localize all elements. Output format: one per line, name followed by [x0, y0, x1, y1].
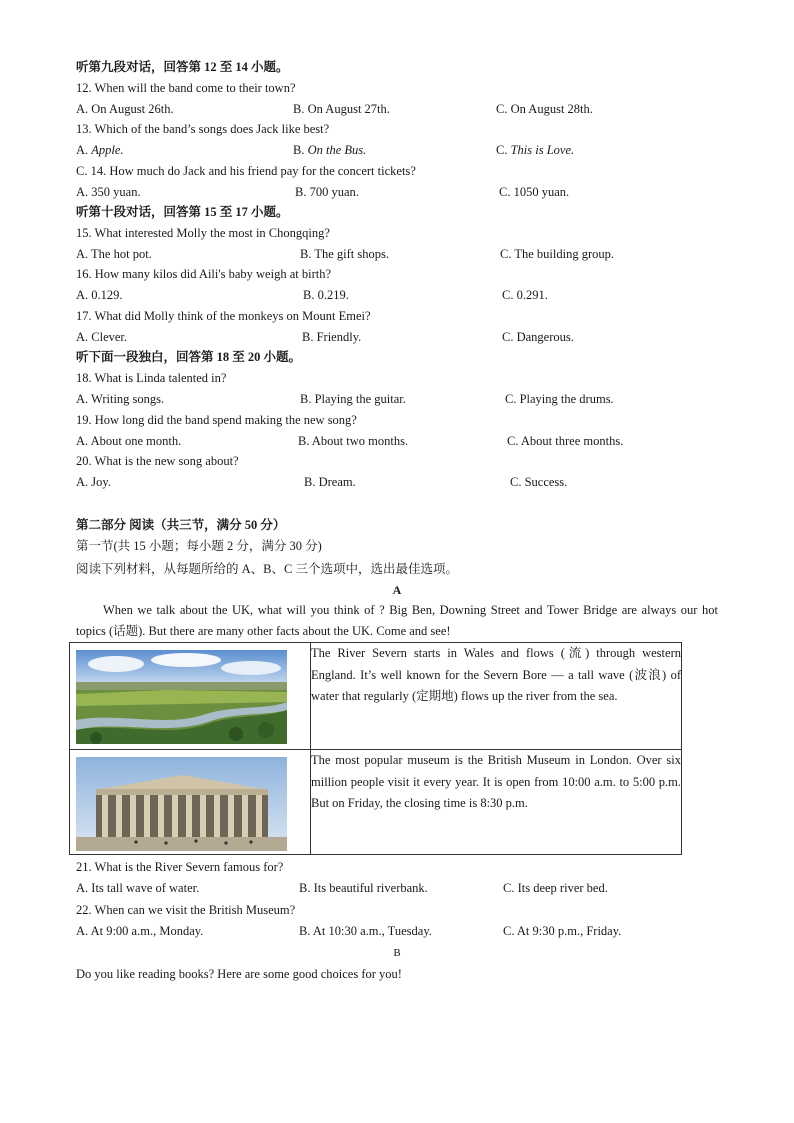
q15-option-c: C. The building group. — [500, 247, 615, 261]
section-9-header: 听第九段对话，回答第 12 至 14 小题。 — [76, 60, 289, 74]
question-19: 19. How long did the band spend making the new song? — [76, 413, 357, 427]
q17-option-a: A. Clever. — [76, 330, 128, 344]
river-image-cell — [70, 643, 311, 750]
question-16: 16. How many kilos did Aili's baby weigh at birth? — [76, 267, 332, 281]
passage-b-label: B — [393, 947, 401, 959]
q21-option-c: C. Its deep river bed. — [503, 881, 608, 895]
q14-option-b: B. 700 yuan. — [295, 185, 359, 199]
question-18: 18. What is Linda talented in? — [76, 371, 227, 385]
museum-building-photo — [76, 757, 287, 851]
q17-option-c: C. Dangerous. — [502, 330, 574, 344]
q12-option-c: C. On August 28th. — [496, 102, 593, 116]
monologue-header: 听下面一段独白，回答第 18 至 20 小题。 — [76, 350, 302, 364]
q16-option-c: C. 0.291. — [502, 288, 548, 302]
question-20: 20. What is the new song about? — [76, 454, 239, 468]
q18-option-b: B. Playing the guitar. — [300, 392, 406, 406]
part-2-instructions: 阅读下列材料，从每题所给的 A、B、C 三个选项中，选出最佳选项。 — [76, 562, 458, 576]
q20-option-a: A. Joy. — [76, 475, 111, 489]
q15-option-a: A. The hot pot. — [76, 247, 152, 261]
question-15: 15. What interested Molly the most in Chongqing? — [76, 226, 330, 240]
part-2-subtitle: 第一节(共 15 小题；每小题 2 分，满分 30 分) — [76, 539, 322, 553]
passage-b-intro: Do you like reading books? Here are some good choices for you! — [76, 967, 402, 981]
table-row — [70, 750, 682, 855]
q20-option-c: C. Success. — [510, 475, 568, 489]
q14-option-c: C. 1050 yuan. — [499, 185, 570, 199]
q22-option-a: A. At 9:00 a.m., Monday. — [76, 924, 204, 938]
question-12: 12. When will the band come to their town? — [76, 81, 296, 95]
table-row — [70, 643, 682, 750]
part-2-title: 第二部分 阅读（共三节，满分 50 分） — [76, 518, 286, 532]
river-severn-text: The River Severn starts in Wales and flows (流) through western England. It’s well known for the Severn Bore — a tall wave (波浪) of water that regularly (定期地) flows up the river from the sea. — [311, 643, 682, 750]
q13-option-b: B. On the Bus. — [293, 143, 367, 157]
q16-option-a: A. 0.129. — [76, 288, 123, 302]
question-14: C. 14. How much do Jack and his friend pay for the concert tickets? — [76, 164, 416, 178]
q19-option-c: C. About three months. — [507, 434, 624, 448]
museum-image-cell — [70, 750, 311, 855]
question-13: 13. Which of the band’s songs does Jack like best? — [76, 122, 330, 136]
question-21: 21. What is the River Severn famous for? — [76, 860, 284, 874]
q13-option-a: A. Apple. — [76, 143, 124, 157]
q12-option-b: B. On August 27th. — [293, 102, 390, 116]
q13-option-c: C. This is Love. — [496, 143, 575, 157]
passage-a-label: A — [392, 583, 402, 597]
q22-option-c: C. At 9:30 p.m., Friday. — [503, 924, 622, 938]
uk-facts-table — [69, 642, 682, 855]
q20-option-b: B. Dream. — [304, 475, 356, 489]
q21-option-a: A. Its tall wave of water. — [76, 881, 200, 895]
question-17: 17. What did Molly think of the monkeys on Mount Emei? — [76, 309, 371, 323]
q18-option-c: C. Playing the drums. — [505, 392, 614, 406]
q12-option-a: A. On August 26th. — [76, 102, 174, 116]
q15-option-b: B. The gift shops. — [300, 247, 390, 261]
section-10-header: 听第十段对话，回答第 15 至 17 小题。 — [76, 205, 289, 219]
river-landscape-photo — [76, 650, 287, 744]
q19-option-b: B. About two months. — [298, 434, 409, 448]
q17-option-b: B. Friendly. — [302, 330, 362, 344]
q18-option-a: A. Writing songs. — [76, 392, 165, 406]
question-22: 22. When can we visit the British Museum? — [76, 903, 296, 917]
q21-option-b: B. Its beautiful riverbank. — [299, 881, 428, 895]
british-museum-text: The most popular museum is the British Museum in London. Over six million people visit it every year. It is open from 10:00 a.m. to 5:00 p.m. But on Friday, the closing time is 8:30 p.m. — [311, 750, 682, 855]
q22-option-b: B. At 10:30 a.m., Tuesday. — [299, 924, 432, 938]
q14-option-a: A. 350 yuan. — [76, 185, 141, 199]
q16-option-b: B. 0.219. — [303, 288, 349, 302]
passage-a-intro: When we talk about the UK, what will you think of ? Big Ben, Downing Street and Tower Bridge are always our hot topics (话题). But there are many other facts about the UK. Come and see! — [76, 603, 718, 638]
q19-option-a: A. About one month. — [76, 434, 182, 448]
